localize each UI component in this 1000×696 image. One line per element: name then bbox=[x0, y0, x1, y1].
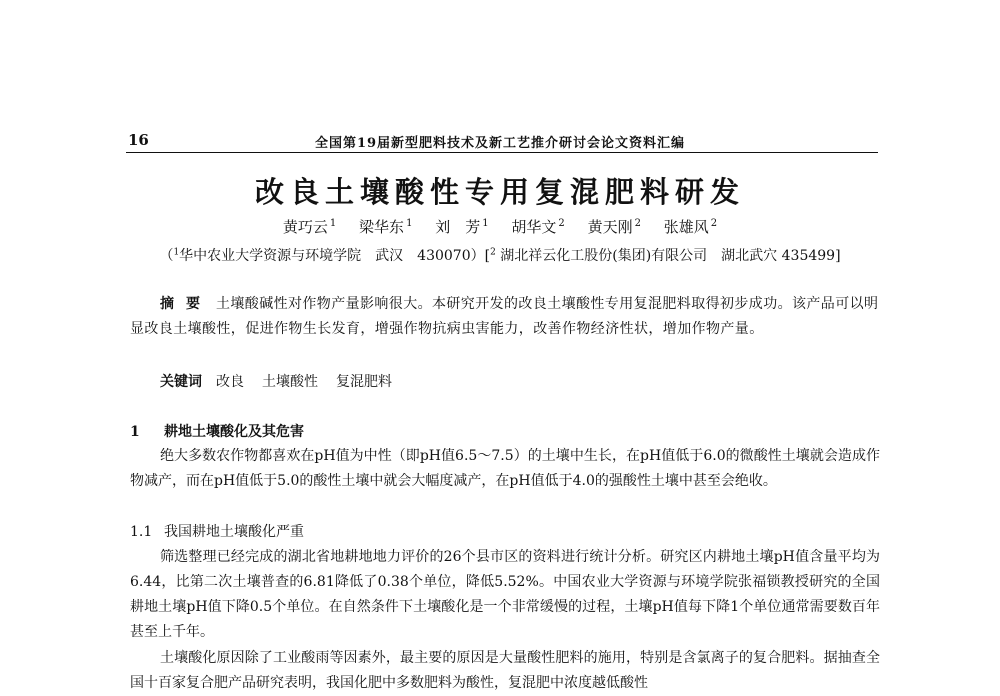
article-title: 改良土壤酸性专用复混肥料研发 bbox=[254, 175, 745, 209]
author-name: 黄天刚 bbox=[587, 218, 633, 236]
author-affiliation-mark: 2 bbox=[558, 218, 565, 229]
author-list bbox=[0, 216, 1000, 237]
subsection-number: 1.1 bbox=[130, 524, 153, 540]
affiliation-2: 湖北祥云化工股份(集团)有限公司 湖北武穴 435499] bbox=[495, 248, 841, 264]
page-number: 16 bbox=[128, 131, 149, 149]
keywords bbox=[130, 370, 880, 395]
author bbox=[588, 218, 641, 236]
section-heading bbox=[130, 420, 880, 445]
body-paragraph: 土壤酸化原因除了工业酸雨等因素外，最主要的原因是大量酸性肥料的施用，特别是含氯离子的复合肥料。据抽查全国十百家复合肥产品研究表明，我国化肥中多数肥料为酸性，复混肥中浓度越低酸性 bbox=[130, 650, 880, 691]
keyword: 土壤酸性 bbox=[262, 374, 318, 390]
author-affiliation-mark: 2 bbox=[634, 218, 641, 229]
running-header: 全国第19届新型肥料技术及新工艺推介研讨会论文资料汇编 bbox=[314, 136, 686, 151]
header-rule bbox=[126, 152, 878, 153]
keyword: 复混肥料 bbox=[336, 374, 392, 390]
author-affiliation-mark: 1 bbox=[482, 218, 489, 229]
affiliation-mark-1: 1 bbox=[173, 247, 180, 258]
author-name: 梁华东 bbox=[359, 218, 405, 236]
author-affiliation-mark: 2 bbox=[710, 218, 718, 229]
author bbox=[359, 218, 412, 236]
affiliation-open-paren: （ bbox=[159, 248, 174, 264]
keyword: 改良 bbox=[216, 374, 244, 390]
author-affiliation-mark: 1 bbox=[329, 218, 337, 229]
author bbox=[664, 218, 717, 236]
author-name: 黄巧云 bbox=[282, 218, 328, 236]
author bbox=[283, 218, 336, 236]
body-paragraph: 筛选整理已经完成的湖北省地耕地地力评价的26个县市区的资料进行统计分析。研究区内耕地土壤pH值含量平均为6.44，比第二次土壤普查的6.81降低了0.38个单位，降低5.52%。中国农业大学资源与环境学院张福锁教授研究的全国耕地土壤pH值下降0.5个单位。在自然条件下土壤酸化是一个非常缓慢的过程，土壤pH值每下降1个单位通常需要数百年甚至上千年。 bbox=[130, 549, 880, 640]
author bbox=[511, 218, 564, 236]
subsection-title: 我国耕地土壤酸化严重 bbox=[164, 524, 304, 540]
abstract-text: 土壤酸碱性对作物产量影响很大。本研究开发的改良土壤酸性专用复混肥料取得初步成功。该产品可以明显改良土壤酸性，促进作物生长发育，增强作物抗病虫害能力，改善作物经济性状，增加作物产量。 bbox=[130, 296, 879, 337]
body-paragraph: 绝大多数农作物都喜欢在pH值为中性（即pH值6.5～7.5）的土壤中生长，在pH值低于6.0的微酸性土壤就会造成作物减产，而在pH值低于5.0的酸性土壤中就会大幅度减产，在pH值低于4.0的强酸性土壤中甚至会绝收。 bbox=[130, 448, 880, 489]
author-name: 张雄风 bbox=[663, 218, 709, 236]
author-name: 刘 芳 bbox=[435, 218, 481, 236]
abstract-label: 摘要 bbox=[160, 296, 212, 312]
abstract bbox=[130, 292, 880, 342]
affiliation-line bbox=[0, 245, 1000, 265]
section-number: 1 bbox=[130, 424, 140, 440]
author-affiliation-mark: 1 bbox=[406, 218, 413, 229]
keywords-label: 关键词 bbox=[160, 374, 202, 390]
affiliation-1: 华中农业大学资源与环境学院 武汉 430070）[ bbox=[179, 248, 491, 264]
subsection-heading bbox=[130, 520, 880, 545]
affiliation-mark-2: 2 bbox=[490, 247, 496, 258]
author-name: 胡华文 bbox=[511, 218, 557, 236]
author bbox=[435, 218, 488, 236]
section-title: 耕地土壤酸化及其危害 bbox=[164, 424, 304, 440]
